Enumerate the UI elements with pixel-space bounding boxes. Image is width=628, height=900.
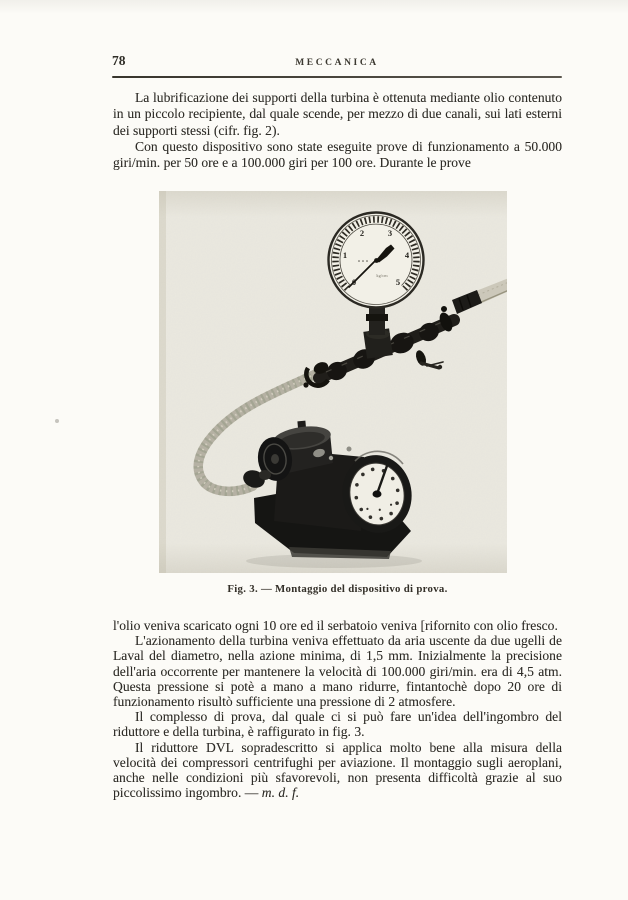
test-rig-photograph xyxy=(159,191,507,573)
journal-title: MECCANICA xyxy=(295,58,379,68)
paragraph-2: Con questo dispositivo sono state eseguite prove di funzionamento a 50.000 giri/min. per 50 ore e a 100.000 giri per 100 ore. Durante le prove xyxy=(113,138,562,171)
gauge-scale-label-4: 4 xyxy=(404,250,410,260)
header-rule xyxy=(112,76,562,78)
pressure-gauge xyxy=(329,213,424,308)
figure-photo xyxy=(159,191,507,573)
gauge-scale-label-2: 2 xyxy=(359,228,365,238)
paragraph-5: Il complesso di prova, dal quale ci si può fare un'idea dell'ingombro del riduttore e della turbina, è raffigurato in fig. 3. xyxy=(113,709,562,740)
paragraph-3: l'olio veniva scaricato ogni 10 ore ed il serbatoio veniva [rifornito con olio fresco. xyxy=(113,618,558,633)
paragraph-4: L'azionamento della turbina veniva effettuato da aria uscente da due ugelli de Laval del diametro, nella azione minima, di 1,5 mm. Inizialmente la precisione dell'aria occorrente per mantenere la velocità di 100.000 giri/min. era di 4,5 atm. Questa pressione si potè a mano a mano ridurre, fintantochè dopo 20 ore di funzionamento risultò sufficiente una pressione di 2 atmosfere. xyxy=(113,633,562,710)
paragraph-6-text: Il riduttore DVL sopradescritto si applica molto bene alla misura della velocità dei compressori centrifughi per aviazione. Il montaggio sugli aeroplani, anche nelle condizioni più sfavorevoli, non presenta difficoltà grazie al suo piccolissimo ingombro. — xyxy=(113,739,562,801)
page-number: 78 xyxy=(112,53,126,68)
paragraph-1: La lubrificazione dei supporti della turbina è ottenuta mediante olio contenuto in un piccolo recipiente, dal quale scende, per mezzo di due canali, sui lati esterni dei supporti stessi (cifr. fig. 2). xyxy=(113,90,562,138)
body-text-bottom xyxy=(113,618,562,800)
gauge-scale-label-1: 1 xyxy=(342,250,348,260)
figure-caption: Fig. 3. — Montaggio del dispositivo di prova. xyxy=(227,583,448,595)
gauge-scale-label-5: 5 xyxy=(395,277,401,287)
body-text-top xyxy=(113,90,562,171)
gauge-unit-label: kg/cm xyxy=(376,273,388,278)
author-initials: m. d. f. xyxy=(261,785,300,801)
ink-speck xyxy=(55,419,59,423)
paragraph-6 xyxy=(113,740,562,801)
gauge-scale-label-3: 3 xyxy=(387,228,393,238)
